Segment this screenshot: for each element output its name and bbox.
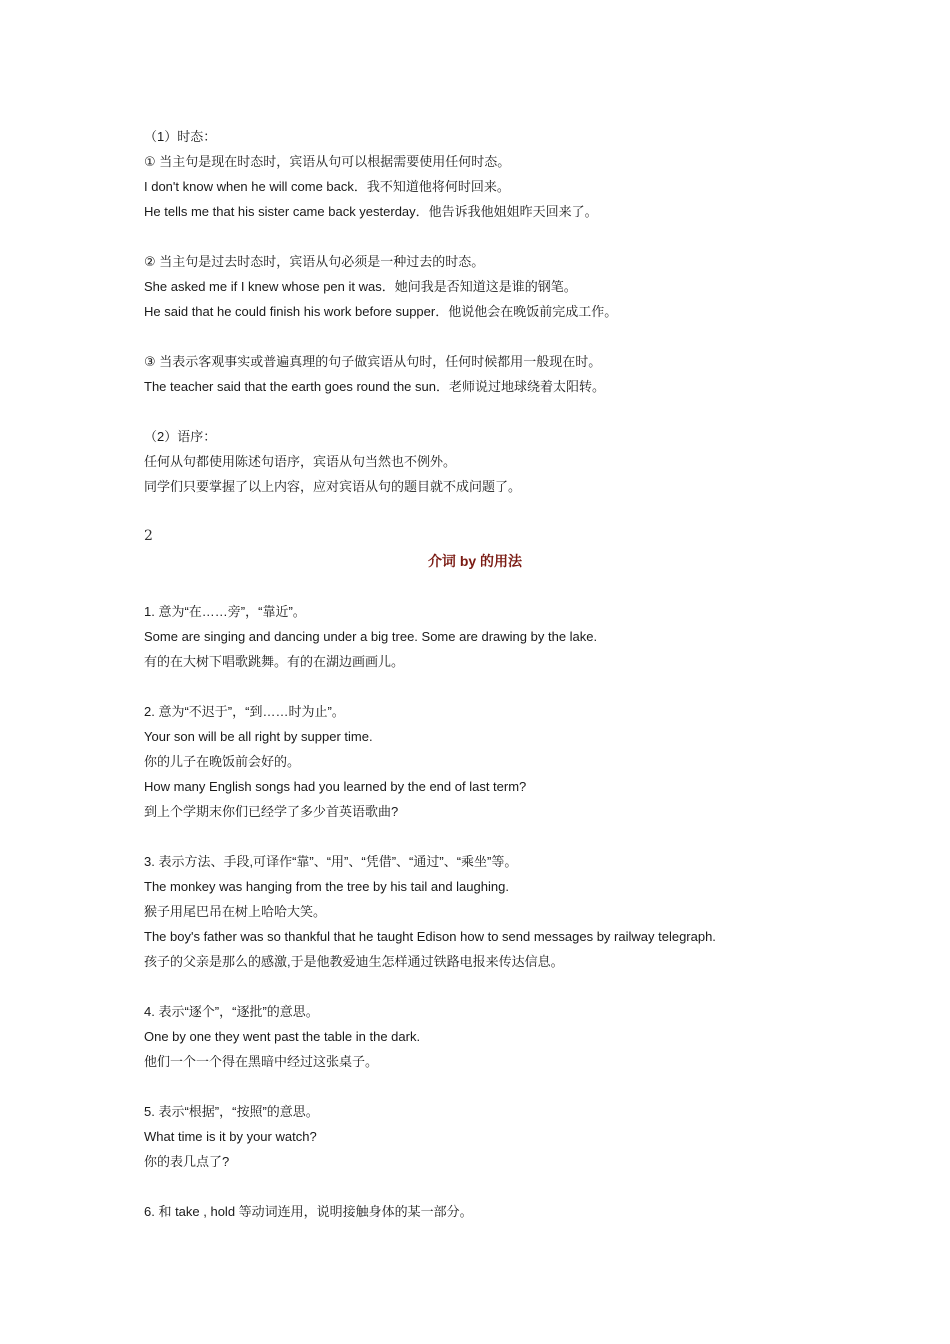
usage-2-translation-b: 到上个学期末你们已经学了多少首英语歌曲? xyxy=(144,804,399,819)
usage-3-example-b: The boy's father was so thankful that he taught Edison how to send messages by railway telegraph. xyxy=(144,929,716,944)
rule-1: ① 当主句是现在时态时，宾语从句可以根据需要使用任何时态。 xyxy=(144,154,511,169)
usage-4-translation: 他们一个一个得在黑暗中经过这张桌子。 xyxy=(144,1054,379,1069)
spacer xyxy=(144,574,806,599)
usage-2-translation-a: 你的儿子在晚饭前会好的。 xyxy=(144,754,301,769)
usage-4-example: One by one they went past the table in the dark. xyxy=(144,1029,421,1044)
example-1a: I don't know when he will come back．我不知道他将何时回来。 xyxy=(144,179,510,194)
spacer xyxy=(144,1074,806,1099)
usage-5-translation: 你的表几点了? xyxy=(144,1154,230,1169)
heading-word-order: （2）语序： xyxy=(144,429,217,444)
example-2a: She asked me if I knew whose pen it was．她问我是否知道这是谁的钢笔。 xyxy=(144,279,577,294)
spacer xyxy=(144,399,806,424)
spacer xyxy=(144,224,806,249)
usage-5-example: What time is it by your watch? xyxy=(144,1129,317,1144)
document-body xyxy=(144,124,806,1224)
heading-tense: （1）时态： xyxy=(144,129,217,144)
example-1b: He tells me that his sister came back yesterday．他告诉我他姐姐昨天回来了。 xyxy=(144,204,598,219)
spacer xyxy=(144,674,806,699)
rule-3: ③ 当表示客观事实或普遍真理的句子做宾语从句时，任何时候都用一般现在时。 xyxy=(144,354,602,369)
usage-1-heading: 1. 意为“在……旁”，“靠近”。 xyxy=(144,604,306,619)
usage-5-heading: 5. 表示“根据”，“按照”的意思。 xyxy=(144,1104,319,1119)
usage-1-translation: 有的在大树下唱歌跳舞。有的在湖边画画儿。 xyxy=(144,654,405,669)
usage-4-heading: 4. 表示“逐个”，“逐批”的意思。 xyxy=(144,1004,319,1019)
rule-2: ② 当主句是过去时态时，宾语从句必须是一种过去的时态。 xyxy=(144,254,485,269)
spacer xyxy=(144,974,806,999)
usage-2-example-b: How many English songs had you learned by the end of last term? xyxy=(144,779,527,794)
word-order-text: 任何从句都使用陈述句语序，宾语从句当然也不例外。 xyxy=(144,454,457,469)
spacer xyxy=(144,499,806,524)
example-2b: He said that he could finish his work before supper．他说他会在晚饭前完成工作。 xyxy=(144,304,618,319)
example-3a: The teacher said that the earth goes round the sun．老师说过地球绕着太阳转。 xyxy=(144,379,605,394)
usage-3-example-a: The monkey was hanging from the tree by his tail and laughing. xyxy=(144,879,509,894)
spacer xyxy=(144,324,806,349)
usage-3-translation-b: 孩子的父亲是那么的感激,于是他教爱迪生怎样通过铁路电报来传达信息。 xyxy=(144,954,564,969)
usage-3-translation-a: 猴子用尾巴吊在树上哈哈大笑。 xyxy=(144,904,327,919)
usage-1-example: Some are singing and dancing under a big tree. Some are drawing by the lake. xyxy=(144,629,598,644)
section-number: 2 xyxy=(144,528,153,544)
usage-3-heading: 3. 表示方法、手段,可译作“靠”、“用”、“凭借”、“通过”、“乘坐”等。 xyxy=(144,854,518,869)
section-title: 介词 by 的用法 xyxy=(427,553,523,569)
usage-2-example-a: Your son will be all right by supper time. xyxy=(144,729,373,744)
summary-text: 同学们只要掌握了以上内容，应对宾语从句的题目就不成问题了。 xyxy=(144,479,522,494)
usage-2-heading: 2. 意为“不迟于”，“到……时为止”。 xyxy=(144,704,345,719)
spacer xyxy=(144,824,806,849)
usage-6-heading: 6. 和 take , hold 等动词连用，说明接触身体的某一部分。 xyxy=(144,1204,473,1219)
spacer xyxy=(144,1174,806,1199)
